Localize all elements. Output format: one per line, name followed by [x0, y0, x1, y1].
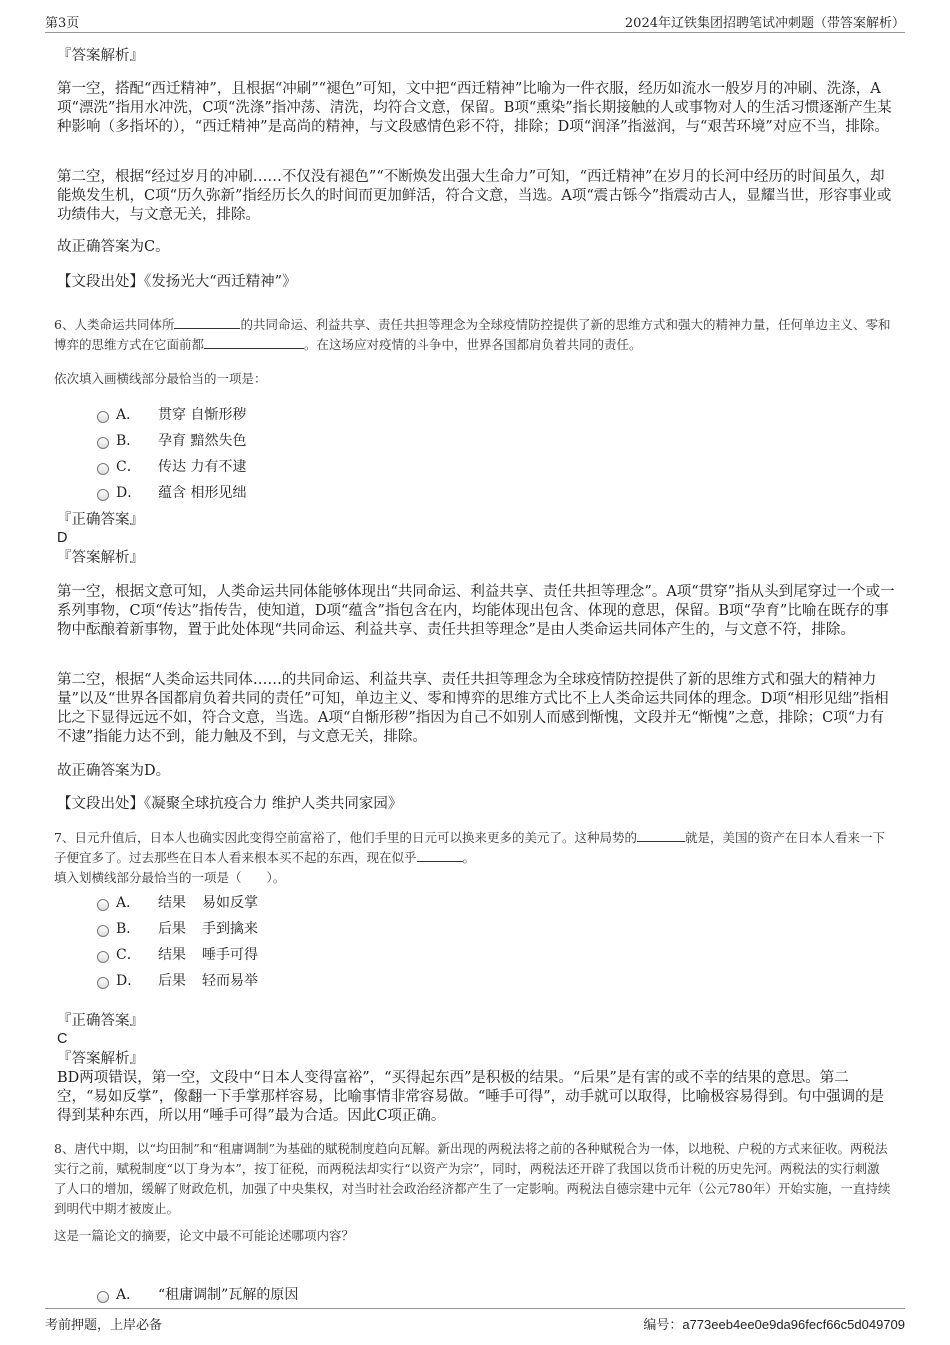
q7-stem: 7、日元升值后，日本人也确实因此变得空前富裕了，他们手里的日元可以换来更多的美元了。这种局势的 就是，美国的资产在日本人看来一下子便宜多了。过去那些在日本人看来根本买不起的东西，现在似乎 。 — [54, 830, 885, 865]
q6-stem: 6、人类命运共同体所 的共同命运、利益共享、责任共担等理念为全球疫情防控提供了新的思维方式和强大的精神力量，任何单边主义、零和博弈的思维方式在它面前都 。在这场应对疫情的斗争中，世界各国都肩负着共同的责任。 — [54, 317, 891, 352]
q6-prompt: 依次填入画横线部分最恰当的一项是： — [54, 371, 267, 386]
page-number: 第3页 — [45, 16, 80, 31]
footer-slogan: 考前押题，上岸必备 — [45, 1318, 163, 1333]
radio-icon[interactable] — [97, 411, 109, 423]
q7-blank-1[interactable] — [637, 828, 685, 842]
q7-option-d[interactable]: D． 后果 轻而易举 — [97, 970, 258, 990]
q6-blank-2[interactable] — [204, 335, 304, 349]
q6-source: 【文段出处】《凝聚全球抗疫合力 维护人类共同家园》 — [57, 796, 403, 812]
q5-analysis-p1: 第一空，搭配“西迁精神”，且根据“冲刷”“褪色”可知，文中把“西迁精神”比喻为一件衣服，经历如流水一般岁月的冲刷、洗涤，A项“漂洗”指用水冲洗，C项“洗涤”指冲荡、清洗，均符合文意，保留。B项“熏染”指长期接触的人或事物对人的生活习惯逐渐产生某种影响（多指坏的），“西迁精神”是高尚的精神，与文段感情色彩不符，排除；D项“润泽”指滋润，与“艰苦环境”对应不当，排除。 — [57, 81, 892, 135]
q6-option-b[interactable]: B． 孕育 黯然失色 — [97, 430, 246, 450]
radio-icon[interactable] — [97, 925, 109, 937]
q7-analysis: BD两项错误，第一空，文段中“日本人变得富裕”，“买得起东西”是积极的结果。“后果”是有害的或不幸的结果的意思。第二空，“易如反掌”，像翻一下手掌那样容易，比喻事情非常容易做。“唾手可得”，动手就可以取得，比喻极容易得到。句中强调的是得到某种东西，所以用“唾手可得”最为合适。因此C项正确。 — [57, 1070, 885, 1124]
radio-icon[interactable] — [97, 489, 109, 501]
radio-icon[interactable] — [97, 437, 109, 449]
q6-option-a[interactable]: A． 贯穿 自惭形秽 — [97, 404, 246, 424]
q8-prompt: 这是一篇论文的摘要，论文中最不可能论述哪项内容？ — [54, 1228, 355, 1243]
document-title: 2024年辽铁集团招聘笔试冲刺题（带答案解析） — [624, 16, 905, 31]
q6-correct-answer: D — [57, 530, 68, 546]
q6-analysis-p2: 第二空，根据“人类命运共同体……的共同命运、利益共享、责任共担等理念为全球疫情防控提供了新的思维方式和强大的精神力量”以及“世界各国都肩负着共同的责任”可知，单边主义、零和博弈的思维方式比不上人类命运共同体的理念。D项“相形见绌”指相比之下显得远远不如，符合文意，当选。A项“自惭形秽”指因为自己不如别人而感到惭愧，文段并无“惭愧”之意，排除；C项“力有不逮”指能力达不到，能力触及不到，与文意无关，排除。 — [57, 672, 889, 745]
document-code: 编号：a773eeb4ee0e9da96fecf66c5d049709 — [643, 1317, 905, 1333]
q6-option-d[interactable]: D． 蕴含 相形见绌 — [97, 482, 246, 502]
q5-analysis-label: 『答案解析』 — [57, 48, 144, 64]
q7-option-a[interactable]: A． 结果 易如反掌 — [97, 892, 258, 912]
q7-option-b[interactable]: B． 后果 手到擒来 — [97, 918, 258, 938]
q7-prompt: 填入划横线部分最恰当的一项是（ ）。 — [54, 870, 286, 885]
q6-analysis-label: 『答案解析』 — [57, 550, 144, 566]
q7-correct-answer: C — [57, 1031, 68, 1047]
q8-stem: 8、唐代中期，以“均田制”和“租庸调制”为基础的赋税制度趋向瓦解。新出现的两税法将之前的各种赋税合为一体，以地税、户税的方式来征收。两税法实行之前，赋税制度“以丁身为本”，按丁征税，而两税法却实行“以资产为宗”，同时，两税法还开辟了我国以货币计税的历史先河。两税法的实行刺激了人口的增加，缓解了财政危机，加强了中央集权，对当时社会政治经济都产生了一定影响。两税法自德宗建中元年（公元780年）开始实施，一直持续到明代中期才被废止。 — [54, 1141, 891, 1216]
q7-blank-2[interactable] — [417, 848, 463, 862]
q5-conclusion: 故正确答案为C。 — [57, 239, 170, 255]
q6-option-c[interactable]: C． 传达 力有不逮 — [97, 456, 246, 476]
page-footer — [45, 1308, 905, 1333]
q7-option-c[interactable]: C． 结果 唾手可得 — [97, 944, 258, 964]
q8-option-a[interactable]: A． “租庸调制”瓦解的原因 — [97, 1284, 298, 1304]
radio-icon[interactable] — [97, 899, 109, 911]
q6-blank-1[interactable] — [174, 315, 240, 329]
q7-analysis-label: 『答案解析』 — [57, 1051, 144, 1067]
radio-icon[interactable] — [97, 1291, 109, 1303]
radio-icon[interactable] — [97, 977, 109, 989]
q5-analysis-p2: 第二空，根据“经过岁月的冲刷……不仅没有褪色”“不断焕发出强大生命力”可知，“西迁精神”在岁月的长河中经历的时间虽久，却能焕发生机，C项“历久弥新”指经历长久的时间而更加鲜活，符合文意，当选。A项“震古铄今”指震动古人，显耀当世，形容事业或功绩伟大，与文意无关，排除。 — [57, 169, 892, 223]
page-header — [45, 10, 905, 33]
q6-correct-label: 『正确答案』 — [57, 512, 144, 528]
q6-conclusion: 故正确答案为D。 — [57, 763, 171, 779]
q7-correct-label: 『正确答案』 — [57, 1013, 144, 1029]
q6-analysis-p1: 第一空，根据文意可知，人类命运共同体能够体现出“共同命运、利益共享、责任共担等理念”。A项“贯穿”指从头到尾穿过一个或一系列事物，C项“传达”指传告，使知道，D项“蕴含”指包含在内，均能体现出包含、体现的意思，保留。B项“孕育”比喻在既存的事物中酝酿着新事物，置于此处体现“共同命运、利益共享、责任共担等理念”是由人类命运共同体产生的，与文意不符，排除。 — [57, 584, 895, 638]
radio-icon[interactable] — [97, 951, 109, 963]
radio-icon[interactable] — [97, 463, 109, 475]
q5-source: 【文段出处】《发扬光大“西迁精神”》 — [57, 274, 297, 290]
